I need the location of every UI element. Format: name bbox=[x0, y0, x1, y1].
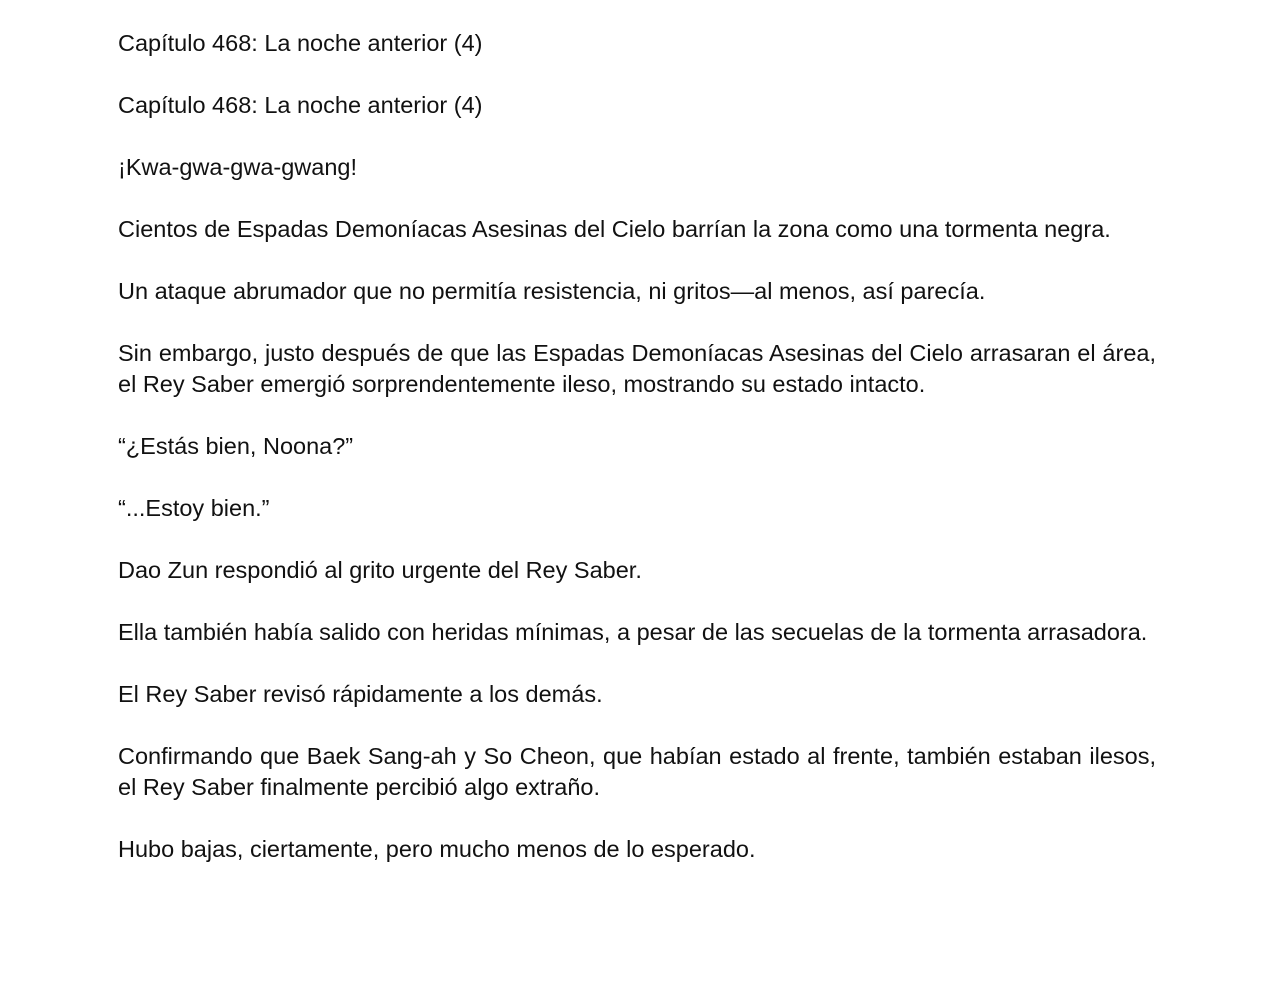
dialogue-line: “...Estoy bien.” bbox=[118, 495, 270, 521]
paragraph: Un ataque abrumador que no permitía resistencia, ni gritos—al menos, así parecía. bbox=[118, 278, 986, 304]
paragraph: Confirmando que Baek Sang-ah y So Cheon, que habían estado al frente, también estaban ilesos, el Rey Saber finalmente percibió algo extraño. bbox=[118, 743, 1156, 800]
document-page bbox=[118, 28, 1156, 896]
chapter-title: Capítulo 468: La noche anterior (4) bbox=[118, 30, 483, 56]
paragraph: Hubo bajas, ciertamente, pero mucho menos de lo esperado. bbox=[118, 836, 756, 862]
paragraph: Ella también había salido con heridas mínimas, a pesar de las secuelas de la tormenta arrasadora. bbox=[118, 619, 1148, 645]
paragraph: Sin embargo, justo después de que las Espadas Demoníacas Asesinas del Cielo arrasaran el área, el Rey Saber emergió sorprendentemente ileso, mostrando su estado intacto. bbox=[118, 340, 1156, 397]
dialogue-line: “¿Estás bien, Noona?” bbox=[118, 433, 354, 459]
chapter-title-repeat: Capítulo 468: La noche anterior (4) bbox=[118, 92, 483, 118]
paragraph: El Rey Saber revisó rápidamente a los demás. bbox=[118, 681, 603, 707]
paragraph: Cientos de Espadas Demoníacas Asesinas del Cielo barrían la zona como una tormenta negra. bbox=[118, 216, 1111, 242]
paragraph: Dao Zun respondió al grito urgente del Rey Saber. bbox=[118, 557, 642, 583]
paragraph: ¡Kwa-gwa-gwa-gwang! bbox=[118, 154, 358, 180]
